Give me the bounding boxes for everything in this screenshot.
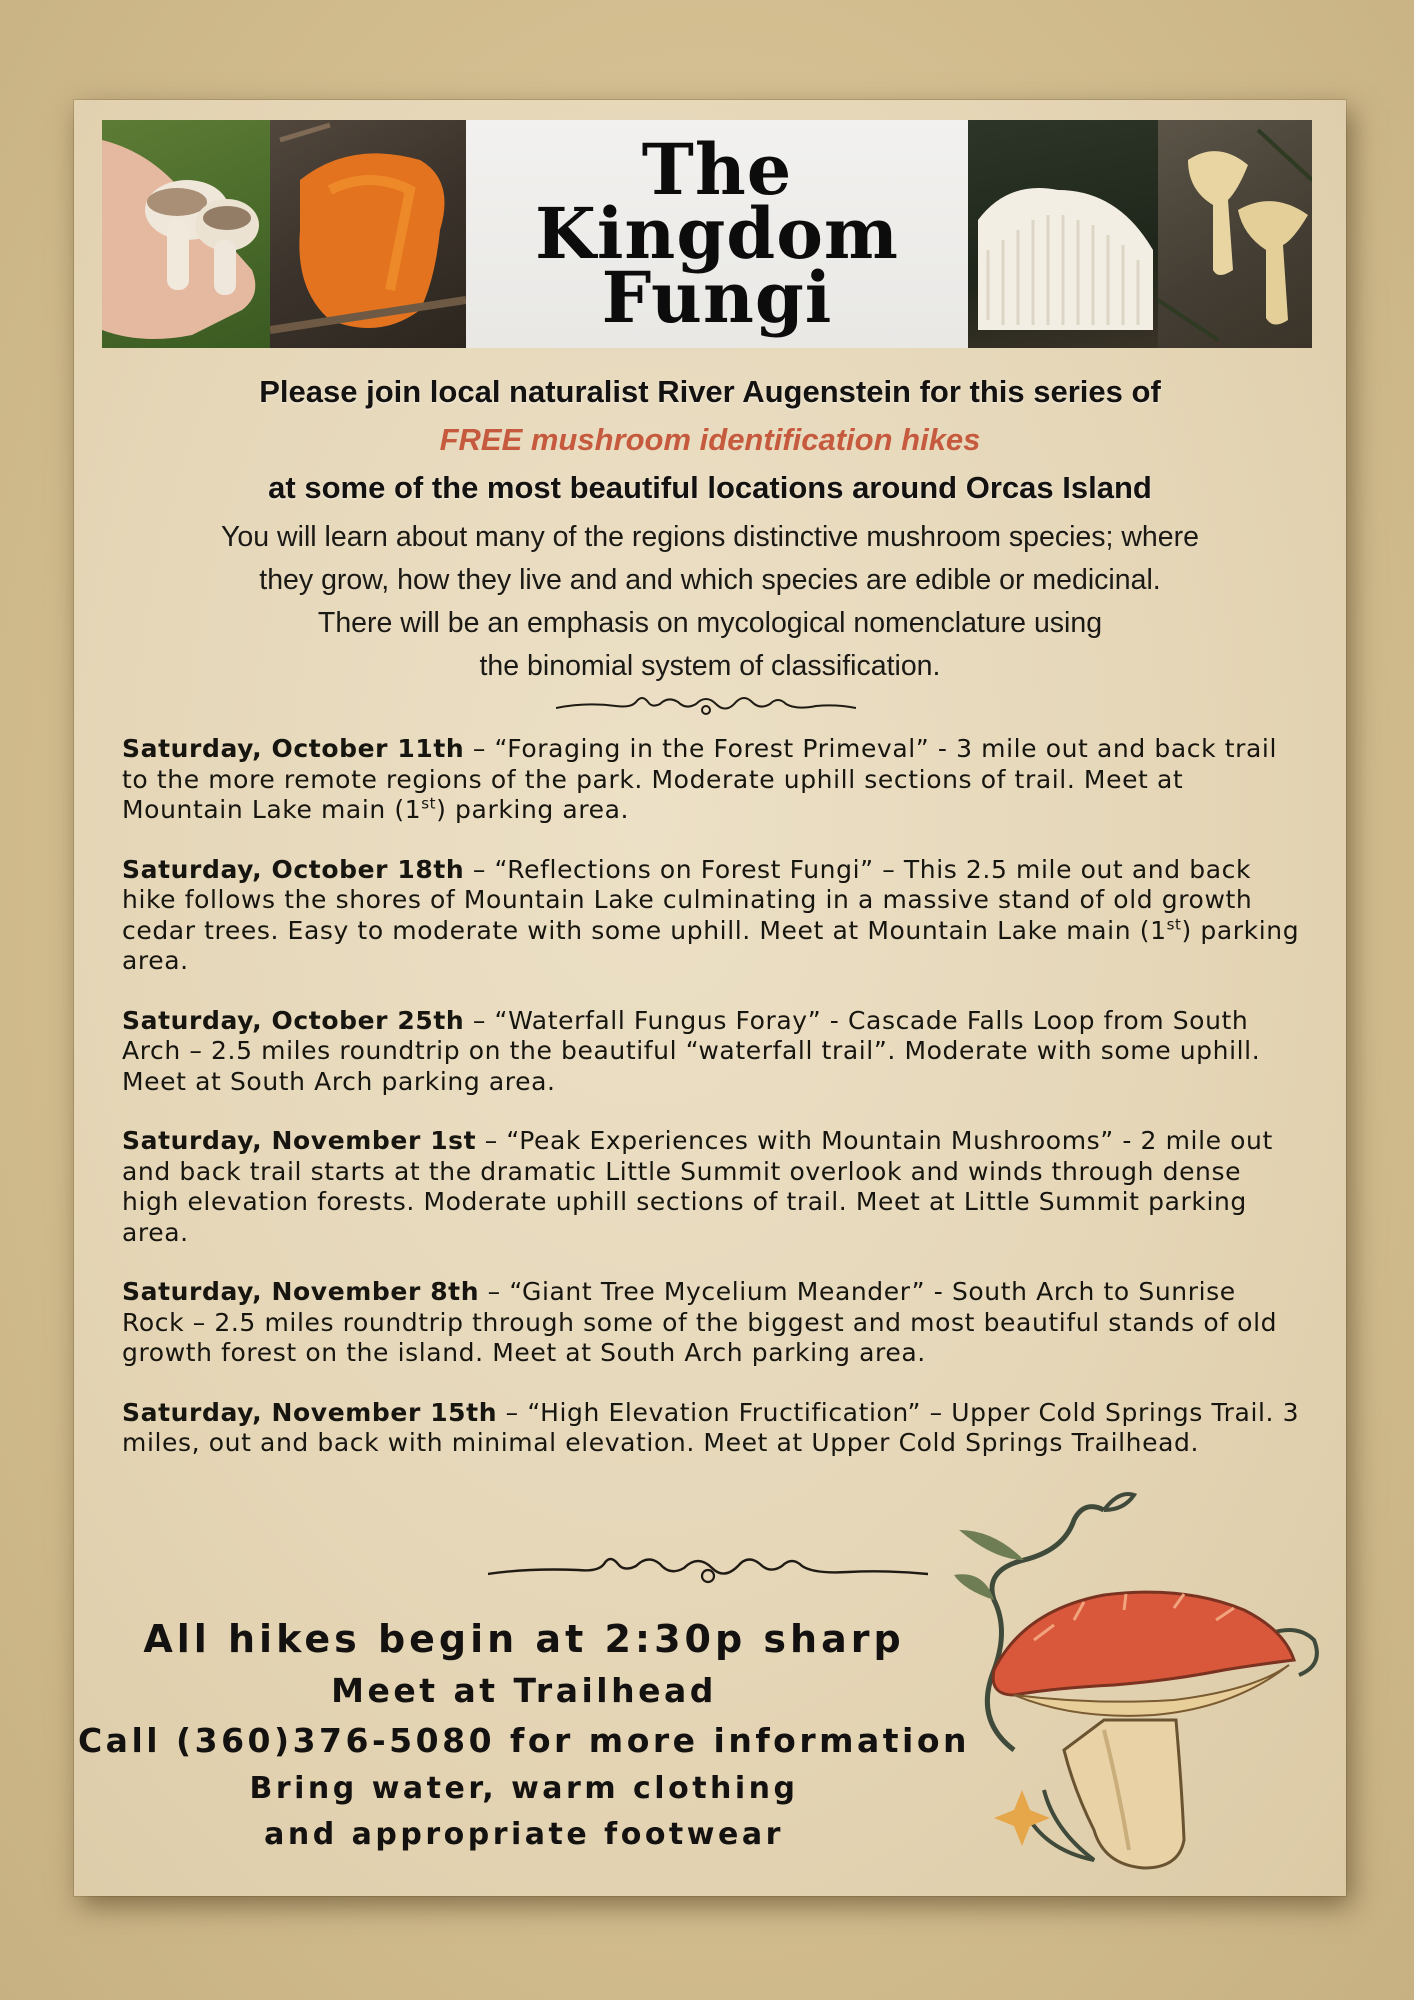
event-superscript: st xyxy=(1166,915,1182,934)
title-line-2: Kingdom xyxy=(535,192,899,275)
photo-orange-lobster-mushroom xyxy=(270,120,466,348)
header-banner xyxy=(102,120,1312,348)
event-description-end: ) parking area. xyxy=(122,915,1300,975)
photo-hand-holding-mushrooms xyxy=(102,120,270,348)
event-date: Saturday, November 1st xyxy=(122,1126,477,1155)
footer-phone: Call (360)376-5080 for more information xyxy=(77,1721,971,1760)
photo-lions-mane-mushroom xyxy=(968,120,1158,348)
events-list xyxy=(122,734,1302,1488)
event-description: – “Reflections on Forest Fungi” – This 2.5 mile out and back hike follows the shores of Mountain Lake culminating in a massive stand of old growth cedar trees. Easy to moderate with some uphill. Meet at Mountain Lake main (1 xyxy=(122,854,1253,945)
event-description: – “Foraging in the Forest Primeval” - 3 mile out and back trail to the more remote regions of the park. Moderate uphill sections of trail. Meet at Mountain Lake main (1 xyxy=(122,734,1278,824)
event-superscript: st xyxy=(421,794,437,813)
intro-highlight: FREE mushroom identification hikes xyxy=(439,422,981,457)
intro-line-1: Please join local naturalist River Augenstein for this series of xyxy=(259,374,1161,409)
event-description: – “Giant Tree Mycelium Meander” - South Arch to Sunrise Rock – 2.5 miles roundtrip through some of the biggest and most beautiful stands of old growth forest on the island. Meet at South Arch parking area. xyxy=(122,1277,1278,1367)
intro-line-3: at some of the most beautiful locations around Orcas Island xyxy=(268,470,1152,505)
intro-body-line-3: There will be an emphasis on mycological nomenclature using xyxy=(317,607,1103,639)
intro-body-line-4: the binomial system of classification. xyxy=(479,650,941,682)
mushroom-illustration xyxy=(954,1490,1346,1882)
event-item xyxy=(122,1126,1302,1248)
footer-meeting-point: Meet at Trailhead xyxy=(331,1671,717,1710)
footer-info xyxy=(74,1612,974,1858)
flourish-divider-top xyxy=(556,688,856,724)
event-description-end: ) parking area. xyxy=(436,795,630,824)
footer-start-time: All hikes begin at 2:30p sharp xyxy=(143,1617,905,1661)
intro-body xyxy=(74,516,1346,688)
photo-chanterelle-mushrooms xyxy=(1158,120,1312,348)
event-date: Saturday, November 15th xyxy=(122,1397,498,1427)
event-date: Saturday, October 18th xyxy=(122,854,465,884)
title-line-3: Fungi xyxy=(601,256,833,339)
event-item xyxy=(122,734,1302,826)
title-box xyxy=(466,120,968,348)
event-description: – “Peak Experiences with Mountain Mushrooms” - 2 mile out and back trail starts at the dramatic Little Summit overlook and winds through dense high elevation forests. Moderate uphill sections of trail. Meet at Little Summit parking area. xyxy=(122,1126,1273,1247)
title-line-1: The xyxy=(641,128,793,211)
intro-body-line-1: You will learn about many of the regions distinctive mushroom species; where xyxy=(221,521,1199,553)
footer-bring-items: Bring water, warm clothing xyxy=(249,1771,799,1806)
event-date: Saturday, October 11th xyxy=(122,734,465,763)
event-description: – “Waterfall Fungus Foray” - Cascade Falls Loop from South Arch – 2.5 miles roundtrip on the beautiful “waterfall trail”. Moderate with some uphill. Meet at South Arch parking area. xyxy=(122,1005,1261,1096)
event-item xyxy=(122,1398,1302,1459)
event-item xyxy=(122,855,1302,977)
event-item xyxy=(122,1277,1302,1369)
intro-section xyxy=(74,368,1346,688)
event-description: – “High Elevation Fructification” – Upper Cold Springs Trail. 3 miles, out and back with minimal elevation. Meet at Upper Cold Springs Trailhead. xyxy=(122,1397,1300,1457)
event-date: Saturday, November 8th xyxy=(122,1277,480,1306)
intro-body-line-2: they grow, how they live and and which species are edible or medicinal. xyxy=(259,564,1161,596)
flourish-divider-bottom xyxy=(488,1546,928,1596)
event-item xyxy=(122,1006,1302,1098)
flyer-paper xyxy=(74,100,1346,1896)
footer-bring-items-2: and appropriate footwear xyxy=(264,1817,784,1852)
event-date: Saturday, October 25th xyxy=(122,1005,465,1035)
